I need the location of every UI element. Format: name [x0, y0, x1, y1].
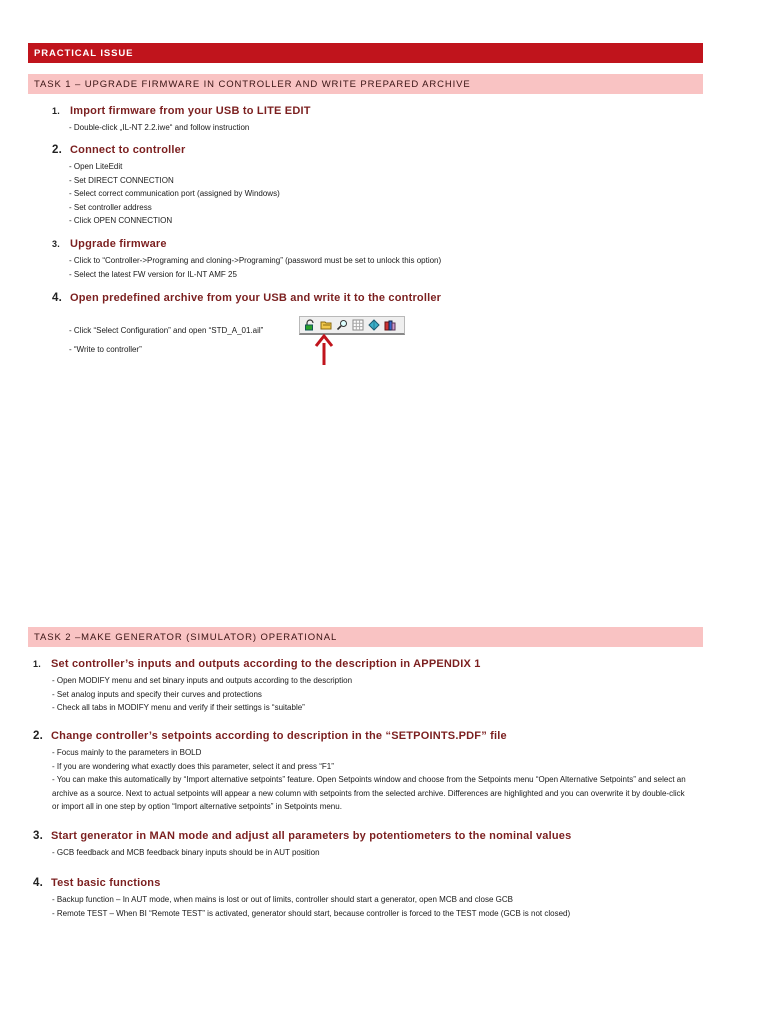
list-item: - Double-click „IL-NT 2.2.iwe“ and follow instruction: [69, 123, 250, 132]
liteedit-toolbar: [299, 316, 405, 335]
task1-step3-list: [69, 254, 441, 281]
section-header-title: PRACTICAL ISSUE: [34, 47, 134, 59]
task2-step3-list: [52, 846, 320, 860]
unlock-icon[interactable]: [304, 319, 316, 331]
task2-step4-list: [52, 893, 570, 920]
task2-step2-heading: 2. Change controller’s setpoints according to description in the “SETPOINTS.PDF” file: [33, 730, 507, 742]
list-item: - If you are wondering what exactly does this parameter, select it and press “F1”: [52, 761, 334, 771]
search-icon[interactable]: [336, 319, 348, 331]
task2-step4-heading: 4. Test basic functions: [33, 877, 161, 889]
task2-step2-list: [52, 746, 692, 814]
list-item: - Focus mainly to the parameters in BOLD: [52, 748, 202, 757]
list-item: - Select correct communication port (assigned by Windows): [69, 189, 280, 199]
task1-step4-line1: - Click “Select Configuration” and open “STD_A_01.ail”: [69, 326, 264, 335]
task1-title: TASK 1 – UPGRADE FIRMWARE IN CONTROLLER AND WRITE PREPARED ARCHIVE: [34, 78, 471, 90]
list-item: - Set controller address: [69, 202, 152, 212]
task2-step3-heading: 3. Start generator in MAN mode and adjust all parameters by potentiometers to the nominal values: [33, 830, 572, 842]
task1-step2-list: [69, 160, 280, 228]
grid-icon[interactable]: [352, 319, 364, 331]
books-icon[interactable]: [384, 319, 396, 331]
list-item: - Check all tabs in MODIFY menu and verify if their settings is “suitable”: [52, 703, 305, 713]
list-item: - Set analog inputs and specify their curves and protections: [52, 689, 262, 699]
list-item: - Click OPEN CONNECTION: [69, 216, 173, 226]
task1-step1-list: [69, 121, 249, 135]
task1-step3-heading: 3. Upgrade firmware: [52, 238, 167, 250]
arrow-up-icon: [314, 334, 334, 366]
diamond-icon[interactable]: [368, 319, 380, 331]
list-item: - Click to “Controller->Programing and cloning->Programing” (password must be set to unlock this option): [69, 256, 442, 265]
task1-step1-heading: 1. Import firmware from your USB to LITE EDIT: [52, 105, 311, 117]
task2-step1-heading: 1. Set controller’s inputs and outputs according to the description in APPENDIX 1: [33, 658, 481, 670]
task2-header: [28, 627, 703, 647]
open-folder-icon[interactable]: [320, 319, 332, 331]
list-item: - GCB feedback and MCB feedback binary inputs should be in AUT position: [52, 848, 320, 857]
task1-step4-line2: - “Write to controller”: [69, 345, 142, 354]
list-item: - You can make this automatically by “Import alternative setpoints” feature. Open Setpoints window and choose from the Setpoints menu “Open Alternative Setpoints” and select an archive as a source. Next to actual setpoints will appear a new column with setpoints from the selected archive. Differences are highlighted and you can overwrite it by double-click or import all in one step by option “Import alternative setpoints” in Setpoints menu.: [52, 775, 686, 812]
list-item: - Set DIRECT CONNECTION: [69, 175, 174, 185]
task1-step4-heading: 4. Open predefined archive from your USB and write it to the controller: [52, 292, 442, 304]
section-header: [28, 43, 703, 63]
task2-step1-list: [52, 674, 352, 715]
task1-step2-heading: 2. Connect to controller: [52, 144, 186, 156]
list-item: - Open MODIFY menu and set binary inputs and outputs according to the description: [52, 676, 353, 685]
task1-header: [28, 74, 703, 94]
list-item: - Select the latest FW version for IL-NT AMF 25: [69, 269, 237, 279]
task2-title: TASK 2 –MAKE GENERATOR (SIMULATOR) OPERATIONAL: [34, 631, 338, 643]
list-item: - Remote TEST – When BI “Remote TEST” is activated, generator should start, because controller is forced to the TEST mode (GCB is not closed): [52, 908, 571, 918]
list-item: - Backup function – In AUT mode, when mains is lost or out of limits, controller should start a generator, open MCB and close GCB: [52, 895, 513, 904]
list-item: - Open LiteEdit: [69, 162, 123, 171]
